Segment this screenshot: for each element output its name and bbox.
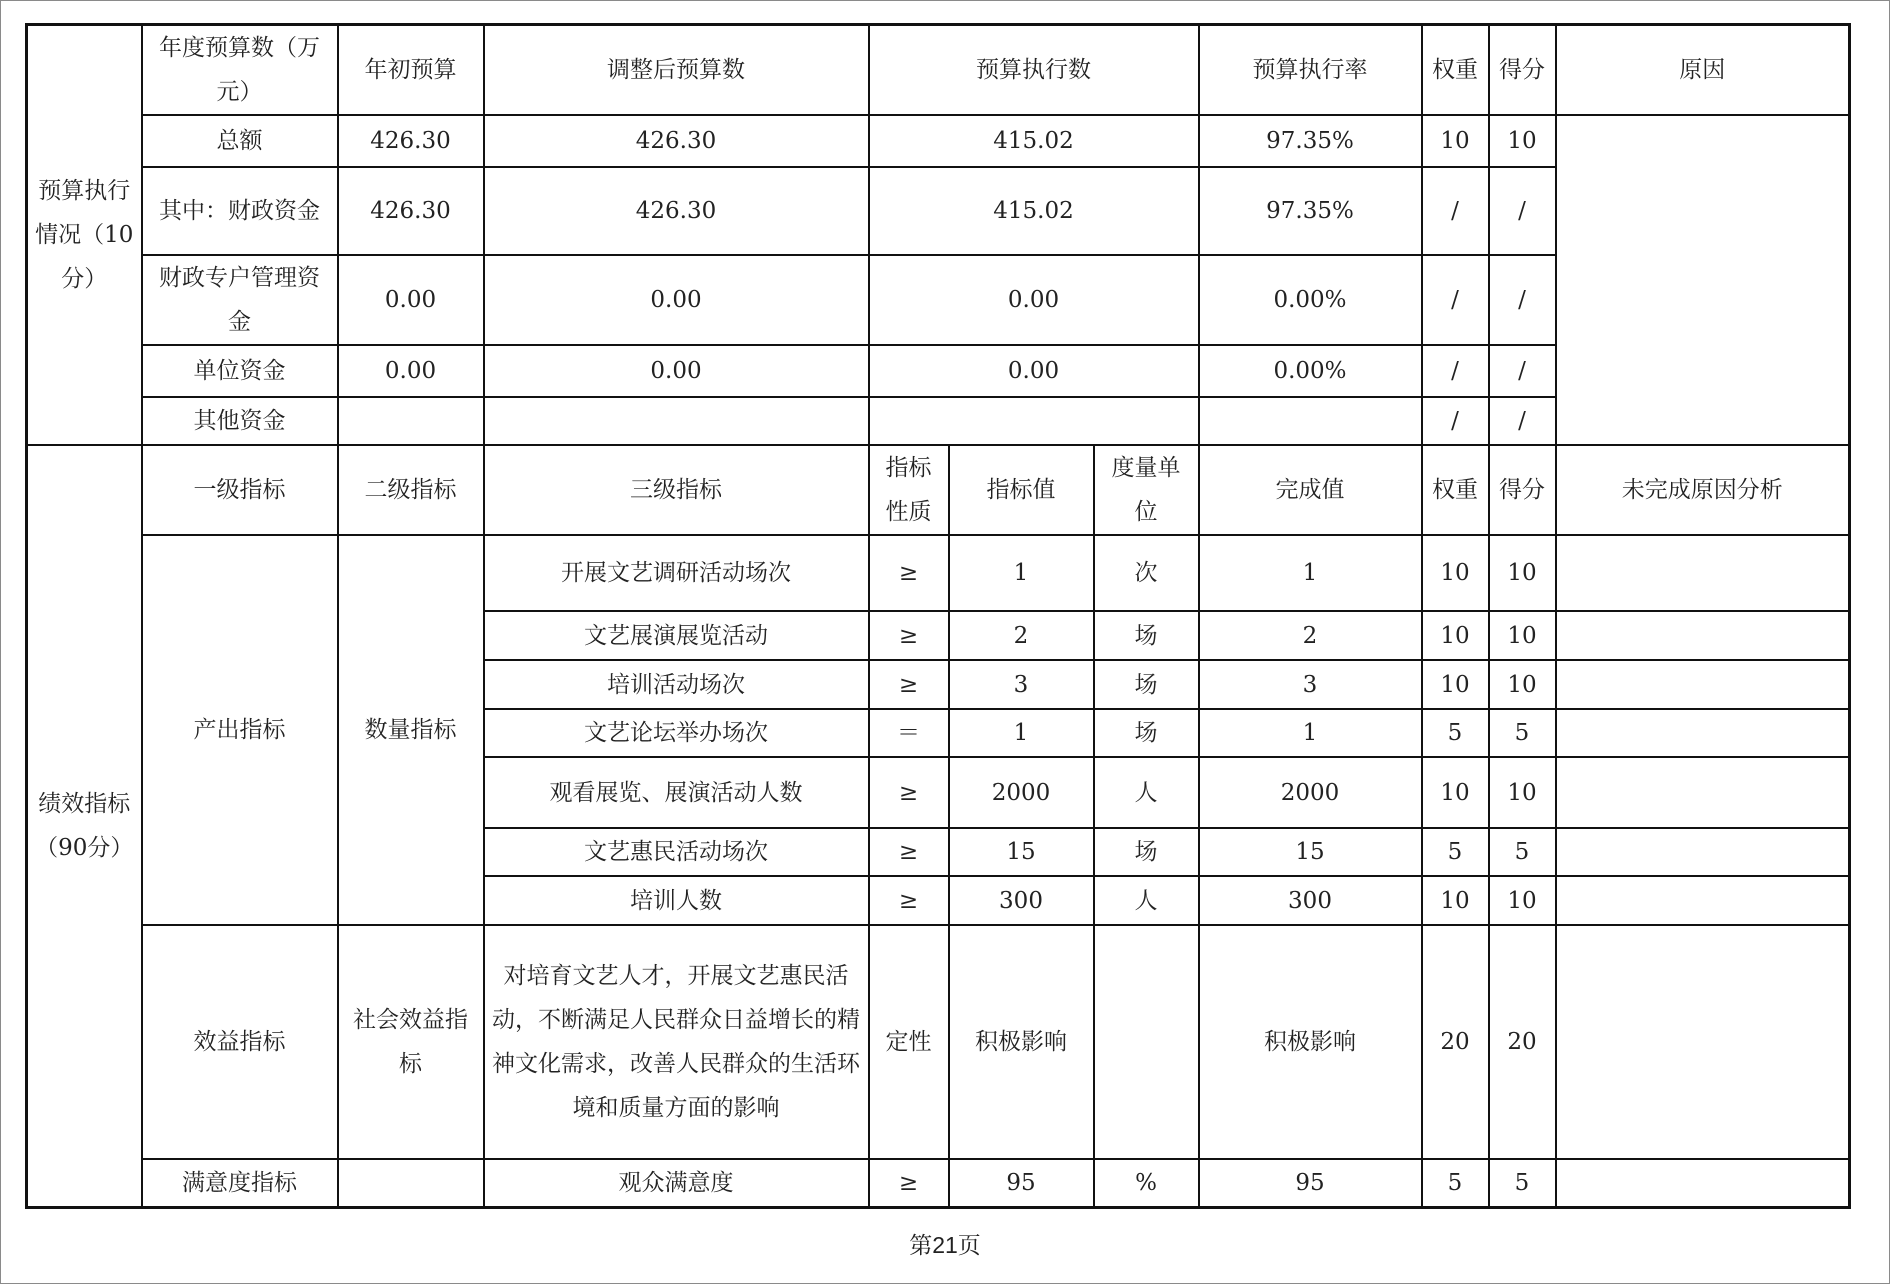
budget-initial [338, 397, 484, 445]
budget-row-label: 财政专户管理资金 [142, 255, 338, 345]
indicator-value: 1 [949, 709, 1094, 757]
budget-executed: 415.02 [869, 167, 1199, 255]
header-adjusted-budget: 调整后预算数 [484, 25, 869, 116]
output-level2: 数量指标 [338, 535, 484, 925]
satisfaction-row [27, 1159, 1850, 1207]
indicator-name: 观看展览、展演活动人数 [484, 757, 869, 828]
indicator-nature: ≥ [869, 757, 949, 828]
benefit-completed: 积极影响 [1199, 925, 1422, 1159]
budget-row-label: 总额 [142, 115, 338, 167]
indicator-completed: 300 [1199, 876, 1422, 925]
header-executed: 预算执行数 [869, 25, 1199, 116]
budget-initial: 0.00 [338, 345, 484, 397]
indicator-reason [1556, 876, 1850, 925]
indicator-nature: ≥ [869, 828, 949, 876]
indicator-unit: 场 [1094, 709, 1199, 757]
indicator-unit: 人 [1094, 876, 1199, 925]
indicator-name: 文艺展演展览活动 [484, 611, 869, 660]
benefit-value: 积极影响 [949, 925, 1094, 1159]
indicator-completed: 2000 [1199, 757, 1422, 828]
indicator-score: 10 [1489, 757, 1556, 828]
header-reason: 原因 [1556, 25, 1850, 116]
indicator-weight: 10 [1422, 876, 1489, 925]
indicator-weight: 5 [1422, 709, 1489, 757]
benefit-weight: 20 [1422, 925, 1489, 1159]
header-level2: 二级指标 [338, 445, 484, 535]
indicator-score: 5 [1489, 828, 1556, 876]
indicator-value: 1 [949, 535, 1094, 611]
budget-reason-cell [1556, 115, 1850, 445]
budget-adjusted: 0.00 [484, 255, 869, 345]
indicator-completed: 1 [1199, 709, 1422, 757]
header-completed: 完成值 [1199, 445, 1422, 535]
header-unit: 度量单位 [1094, 445, 1199, 535]
budget-adjusted: 0.00 [484, 345, 869, 397]
benefit-unit [1094, 925, 1199, 1159]
indicator-nature: ≥ [869, 876, 949, 925]
benefit-score: 20 [1489, 925, 1556, 1159]
satisfaction-level1: 满意度指标 [142, 1159, 338, 1207]
indicator-weight: 10 [1422, 535, 1489, 611]
header-execution-rate: 预算执行率 [1199, 25, 1422, 116]
budget-score: / [1489, 167, 1556, 255]
indicator-reason [1556, 660, 1850, 709]
header-level3: 三级指标 [484, 445, 869, 535]
header-reason-analysis: 未完成原因分析 [1556, 445, 1850, 535]
header-score: 得分 [1489, 445, 1556, 535]
header-level1: 一级指标 [142, 445, 338, 535]
header-weight: 权重 [1422, 445, 1489, 535]
indicator-nature: ≥ [869, 660, 949, 709]
budget-rate: 97.35% [1199, 115, 1422, 167]
indicator-unit: 次 [1094, 535, 1199, 611]
budget-weight: / [1422, 345, 1489, 397]
output-row [27, 535, 1850, 611]
benefit-reason [1556, 925, 1850, 1159]
indicator-score: 10 [1489, 535, 1556, 611]
budget-initial: 0.00 [338, 255, 484, 345]
budget-executed: 0.00 [869, 255, 1199, 345]
indicator-completed: 3 [1199, 660, 1422, 709]
header-score: 得分 [1489, 25, 1556, 116]
indicator-value: 300 [949, 876, 1094, 925]
indicator-unit: 人 [1094, 757, 1199, 828]
indicator-score: 10 [1489, 876, 1556, 925]
satisfaction-reason [1556, 1159, 1850, 1207]
header-annual-budget: 年度预算数（万元） [142, 25, 338, 116]
budget-row-total [27, 115, 1850, 167]
indicator-name: 培训人数 [484, 876, 869, 925]
indicator-value: 3 [949, 660, 1094, 709]
budget-initial: 426.30 [338, 115, 484, 167]
indicator-reason [1556, 709, 1850, 757]
budget-executed [869, 397, 1199, 445]
budget-executed: 415.02 [869, 115, 1199, 167]
indicator-weight: 10 [1422, 660, 1489, 709]
indicator-value: 2 [949, 611, 1094, 660]
indicator-name: 开展文艺调研活动场次 [484, 535, 869, 611]
indicator-weight: 10 [1422, 757, 1489, 828]
budget-rate: 97.35% [1199, 167, 1422, 255]
header-nature: 指标性质 [869, 445, 949, 535]
indicator-unit: 场 [1094, 828, 1199, 876]
indicator-name: 培训活动场次 [484, 660, 869, 709]
budget-score: / [1489, 255, 1556, 345]
satisfaction-nature: ≥ [869, 1159, 949, 1207]
satisfaction-unit: % [1094, 1159, 1199, 1207]
benefit-row [27, 925, 1850, 1159]
budget-score: / [1489, 397, 1556, 445]
budget-weight: / [1422, 167, 1489, 255]
budget-score: 10 [1489, 115, 1556, 167]
indicator-weight: 5 [1422, 828, 1489, 876]
indicator-unit: 场 [1094, 660, 1199, 709]
performance-header-row [27, 445, 1850, 535]
budget-adjusted: 426.30 [484, 115, 869, 167]
benefit-level1: 效益指标 [142, 925, 338, 1159]
satisfaction-value: 95 [949, 1159, 1094, 1207]
satisfaction-indicator-name: 观众满意度 [484, 1159, 869, 1207]
indicator-value: 15 [949, 828, 1094, 876]
benefit-indicator-name: 对培育文艺人才，开展文艺惠民活动，不断满足人民群众日益增长的精神文化需求，改善人民群众的生活环境和质量方面的影响 [484, 925, 869, 1159]
indicator-nature: ≥ [869, 611, 949, 660]
indicator-name: 文艺论坛举办场次 [484, 709, 869, 757]
header-weight: 权重 [1422, 25, 1489, 116]
benefit-level2: 社会效益指标 [338, 925, 484, 1159]
satisfaction-score: 5 [1489, 1159, 1556, 1207]
indicator-reason [1556, 535, 1850, 611]
satisfaction-level2 [338, 1159, 484, 1207]
indicator-completed: 1 [1199, 535, 1422, 611]
budget-weight: / [1422, 255, 1489, 345]
indicator-nature: ＝ [869, 709, 949, 757]
budget-header-row [27, 25, 1850, 116]
performance-evaluation-table [25, 23, 1851, 1209]
budget-rate [1199, 397, 1422, 445]
indicator-weight: 10 [1422, 611, 1489, 660]
budget-rate: 0.00% [1199, 255, 1422, 345]
indicator-score: 10 [1489, 660, 1556, 709]
indicator-name: 文艺惠民活动场次 [484, 828, 869, 876]
budget-initial: 426.30 [338, 167, 484, 255]
indicator-unit: 场 [1094, 611, 1199, 660]
budget-weight: / [1422, 397, 1489, 445]
budget-score: / [1489, 345, 1556, 397]
budget-row-label: 其他资金 [142, 397, 338, 445]
output-level1: 产出指标 [142, 535, 338, 925]
budget-weight: 10 [1422, 115, 1489, 167]
indicator-nature: ≥ [869, 535, 949, 611]
budget-section-label: 预算执行情况（10分） [27, 25, 142, 446]
indicator-reason [1556, 828, 1850, 876]
indicator-reason [1556, 757, 1850, 828]
budget-executed: 0.00 [869, 345, 1199, 397]
indicator-score: 5 [1489, 709, 1556, 757]
header-initial-budget: 年初预算 [338, 25, 484, 116]
satisfaction-completed: 95 [1199, 1159, 1422, 1207]
satisfaction-weight: 5 [1422, 1159, 1489, 1207]
benefit-nature: 定性 [869, 925, 949, 1159]
indicator-score: 10 [1489, 611, 1556, 660]
page-number: 第21页 [909, 1232, 981, 1258]
header-value: 指标值 [949, 445, 1094, 535]
indicator-completed: 15 [1199, 828, 1422, 876]
budget-adjusted: 426.30 [484, 167, 869, 255]
budget-row-label: 其中：财政资金 [142, 167, 338, 255]
budget-adjusted [484, 397, 869, 445]
indicator-reason [1556, 611, 1850, 660]
indicator-completed: 2 [1199, 611, 1422, 660]
budget-rate: 0.00% [1199, 345, 1422, 397]
indicator-value: 2000 [949, 757, 1094, 828]
performance-section-label: 绩效指标（90分） [27, 445, 142, 1207]
budget-row-label: 单位资金 [142, 345, 338, 397]
